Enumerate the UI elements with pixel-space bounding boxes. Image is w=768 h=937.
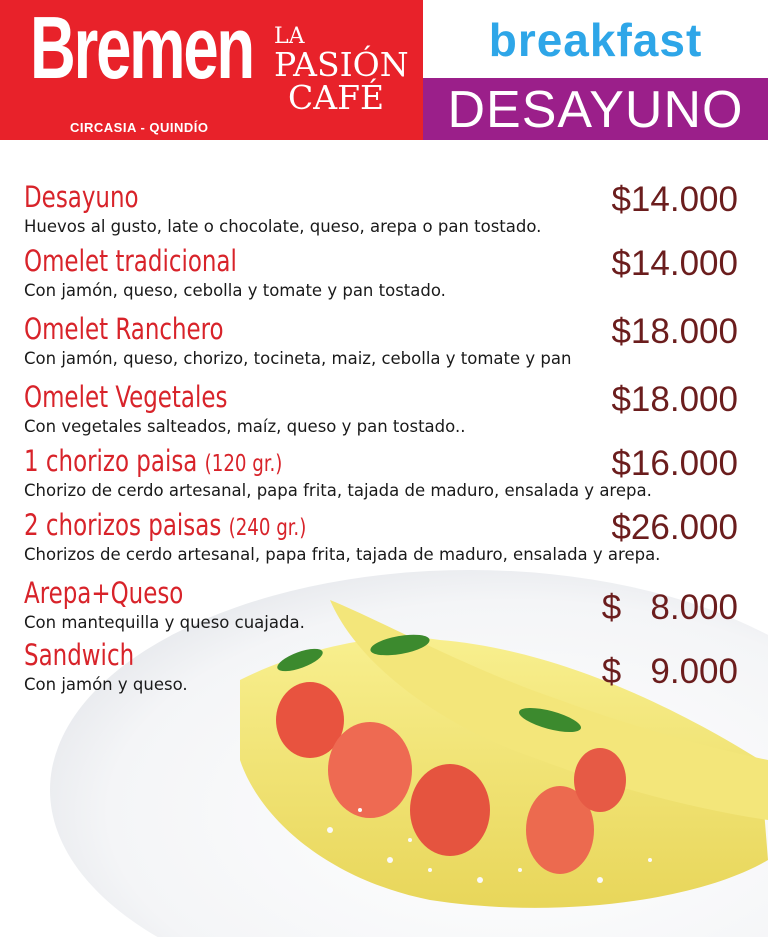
brand-location: CIRCASIA - QUINDÍO	[70, 120, 209, 135]
item-name: Omelet tradicional	[24, 244, 237, 278]
menu-item	[24, 576, 754, 633]
item-description: Con mantequilla y queso cuajada.	[24, 613, 305, 632]
menu-item	[24, 508, 754, 565]
menu-item	[24, 380, 754, 437]
item-price: $16.000	[611, 444, 738, 483]
item-price: $ 9.000	[601, 652, 738, 691]
item-name: Omelet Ranchero	[24, 312, 224, 346]
tagline-line-3: CAFÉ	[288, 78, 385, 117]
item-name: Omelet Vegetales	[24, 380, 228, 414]
tagline-line-1: LA	[274, 24, 305, 49]
item-description: Con vegetales salteados, maíz, queso y pan tostado..	[24, 417, 466, 436]
brand-logo: Bremen	[30, 0, 253, 97]
item-description: Con jamón, queso, chorizo, tocineta, maiz, cebolla y tomate y pan	[24, 349, 572, 368]
item-price: $18.000	[611, 380, 738, 419]
item-description: Con jamón y queso.	[24, 675, 188, 694]
item-description: Chorizo de cerdo artesanal, papa frita, tajada de maduro, ensalada y arepa.	[24, 481, 652, 500]
item-price: $ 8.000	[601, 588, 738, 627]
menu-item	[24, 244, 754, 301]
item-price: $26.000	[611, 508, 738, 547]
menu-item	[24, 180, 754, 237]
menu-item	[24, 312, 754, 369]
item-price: $14.000	[611, 180, 738, 219]
item-price: $18.000	[611, 312, 738, 351]
item-name: Sandwich	[24, 638, 135, 672]
item-name: 1 chorizo paisa (120 gr.)	[24, 444, 283, 478]
item-description: Con jamón, queso, cebolla y tomate y pan tostado.	[24, 281, 446, 300]
section-title-english: breakfast	[423, 0, 768, 78]
item-description: Chorizos de cerdo artesanal, papa frita, tajada de maduro, ensalada y arepa.	[24, 545, 661, 564]
tagline-line-2: PASIÓN	[274, 45, 409, 84]
item-name: Desayuno	[24, 180, 139, 214]
item-description: Huevos al gusto, late o chocolate, queso, arepa o pan tostado.	[24, 217, 542, 236]
menu-item	[24, 638, 754, 695]
section-title-spanish: DESAYUNO	[423, 78, 768, 140]
menu-item	[24, 444, 754, 501]
item-name: Arepa+Queso	[24, 576, 184, 610]
item-name: 2 chorizos paisas (240 gr.)	[24, 508, 307, 542]
item-price: $14.000	[611, 244, 738, 283]
